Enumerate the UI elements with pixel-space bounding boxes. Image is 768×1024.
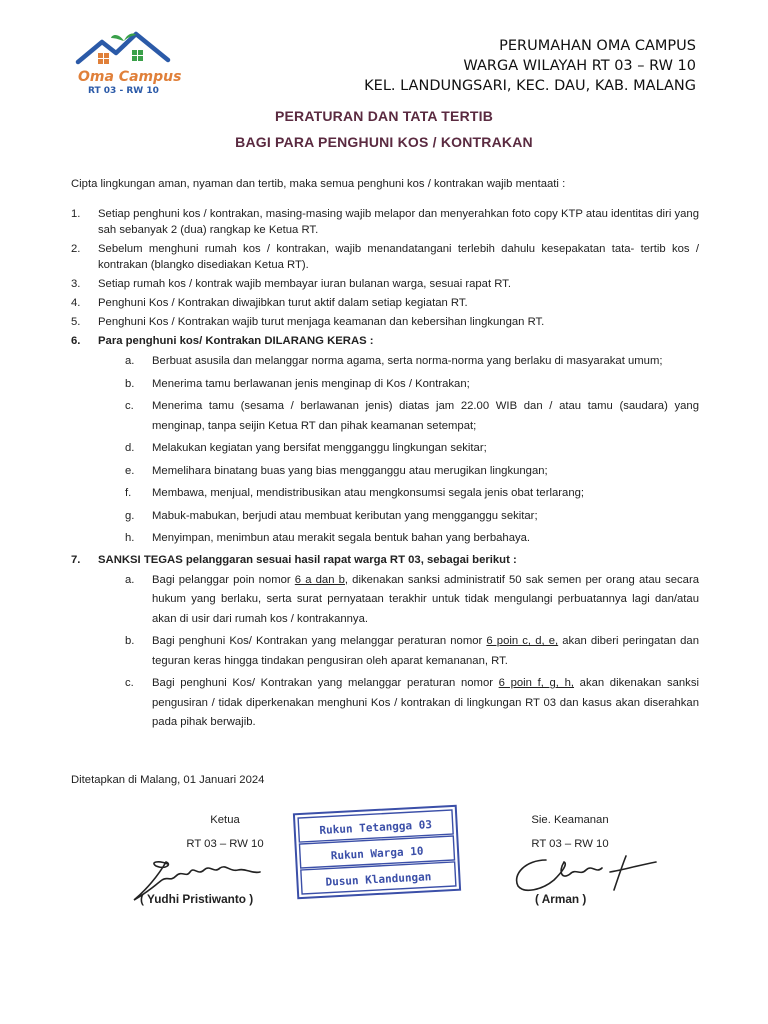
- prohibition-item: [71, 529, 699, 549]
- signer-name-security: ( Arman ): [535, 892, 587, 906]
- signature-block-security: [510, 808, 630, 856]
- doc-title: PERATURAN DAN TATA TERTIB: [274, 108, 494, 124]
- letterhead: [364, 36, 696, 96]
- sub-letter: e.: [125, 464, 135, 477]
- sub-text: Bagi penghuni Kos/ Kontrakan yang melanggar peraturan nomor: [152, 635, 487, 647]
- rule-item: [71, 314, 699, 330]
- prohibition-item: [71, 462, 699, 482]
- rule-text: Setiap rumah kos / kontrak wajib membayar iuran bulanan warga, sesuai rapat RT.: [98, 278, 511, 290]
- sub-letter: b.: [125, 377, 135, 390]
- header-line-1: PERUMAHAN OMA CAMPUS: [499, 38, 696, 54]
- sub-text: dikenakan sanksi administratif 50 sak semen per orang atau secara hukum yang berlaku, serta surat pernyataan terakhir untuk tidak mengulangi perbuatannya lagi dan/atau akan di usir dari rumah kos / kontrakannya.: [152, 573, 699, 625]
- rule-number: 5.: [71, 316, 81, 328]
- sanction-item: [71, 674, 699, 733]
- rule-item-prohibitions: [71, 333, 699, 349]
- header-line-2: WARGA WILAYAH RT 03 – RW 10: [463, 58, 696, 74]
- sub-text: akan dikenakan sanksi pengusiran / tidak diperkenakan menghuni Kos / kontrakan di lingkungan RT 03 dan kasus akan diserahkan pada pihak berwajib.: [152, 677, 699, 728]
- rule-reference: 6 poin c, d, e,: [486, 635, 559, 647]
- rule-number: 3.: [71, 278, 81, 290]
- sanction-item: [71, 632, 699, 671]
- rule-text: SANKSI TEGAS pelanggaran sesuai hasil rapat warga RT 03, sebagai berikut :: [98, 553, 517, 566]
- sub-letter: f.: [125, 487, 132, 499]
- sub-letter: g.: [125, 509, 135, 522]
- sub-letter: c.: [125, 400, 134, 412]
- prohibition-item: [71, 397, 699, 436]
- prohibition-item: [71, 375, 699, 395]
- signature-block-chair: [170, 808, 280, 856]
- sub-letter: d.: [125, 442, 135, 454]
- prohibition-item: [71, 352, 699, 372]
- sub-text: Bagi penghuni Kos/ Kontrakan yang melanggar peraturan nomor: [152, 677, 499, 689]
- rule-number: 6.: [71, 335, 81, 347]
- rule-item-sanctions: [71, 552, 699, 568]
- intro-text: Cipta lingkungan aman, nyaman dan tertib, maka semua penghuni kos / kontrakan wajib mentaati :: [71, 178, 566, 190]
- rule-number: 2.: [71, 243, 81, 255]
- official-stamp: [292, 804, 462, 900]
- header-line-3: KEL. LANDUNGSARI, KEC. DAU, KAB. MALANG: [364, 78, 696, 94]
- sub-text: Membawa, menjual, mendistribusikan atau mengkonsumsi segala jenis obat terlarang;: [152, 487, 585, 499]
- rule-text: Penghuni Kos / Kontrakan wajib turut menjaga keamanan dan kebersihan lingkungan RT.: [98, 316, 545, 328]
- rule-number: 4.: [71, 297, 81, 309]
- sub-text: Mabuk-mabukan, berjudi atau membuat keributan yang mengganggu sekitar;: [152, 509, 538, 522]
- logo-subtext: RT 03 - RW 10: [88, 86, 159, 96]
- sub-text: Melakukan kegiatan yang bersifat mengganggu lingkungan sekitar;: [152, 442, 487, 454]
- rule-reference: 6 poin f, g, h,: [498, 677, 575, 689]
- sub-text: akan diberi peringatan dan teguran keras hingga tindakan pengusiran oleh aparat kemananan, RT.: [152, 635, 699, 667]
- prohibition-item: [71, 507, 699, 527]
- rule-reference: 6 a dan b,: [294, 573, 349, 586]
- rule-text: Sebelum menghuni rumah kos / kontrakan, wajib menandatangani terlebih dahulu kesepakatan tata- tertib kos / kontrakan (blangko disediakan Ketua RT).: [98, 243, 699, 271]
- signer-unit: RT 03 – RW 10: [186, 838, 264, 850]
- sanction-item: [71, 571, 699, 630]
- sub-letter: a.: [125, 573, 135, 586]
- rule-number: 1.: [71, 208, 81, 220]
- rule-text: Para penghuni kos/ Kontrakan DILARANG KERAS :: [98, 335, 374, 347]
- rule-item: [71, 206, 699, 238]
- sub-text: Bagi pelanggar poin nomor: [152, 573, 295, 586]
- rule-text: Penghuni Kos / Kontrakan diwajibkan turut aktif dalam setiap kegiatan RT.: [98, 297, 468, 309]
- signer-role: Sie. Keamanan: [531, 814, 609, 826]
- rule-item: [71, 276, 699, 292]
- stamp-text: Rukun Tetangga 03: [319, 818, 433, 837]
- sub-text: Memelihara binatang buas yang bias mengganggu atau merugikan lingkungan;: [152, 464, 548, 477]
- sub-letter: b.: [125, 635, 135, 647]
- sub-text: Menerima tamu (sesama / berlawanan jenis) diatas jam 22.00 WIB dan / atau tamu (saudara) yang menginap, tanpa seijin Ketua RT dan pihak keamanan setempat;: [152, 400, 699, 432]
- logo-brand: Oma Campus: [78, 69, 182, 85]
- stamp-text: Rukun Warga 10: [330, 844, 424, 863]
- sub-text: Berbuat asusila dan melanggar norma agama, serta norma-norma yang berlaku di masyarakat umum;: [152, 355, 663, 367]
- rule-item: [71, 241, 699, 273]
- sub-letter: c.: [125, 677, 134, 689]
- oma-campus-logo: [64, 28, 184, 98]
- sub-text: Menerima tamu berlawanan jenis menginap di Kos / Kontrakan;: [152, 377, 470, 390]
- prohibition-item: [71, 484, 699, 504]
- stamp-text: Dusun Klandungan: [325, 870, 432, 889]
- rule-number: 7.: [71, 553, 81, 566]
- prohibition-item: [71, 439, 699, 459]
- signer-unit: RT 03 – RW 10: [531, 838, 609, 850]
- sub-letter: a.: [125, 355, 135, 367]
- signer-name-chair: ( Yudhi Pristiwanto ): [140, 892, 254, 906]
- sub-letter: h.: [125, 532, 135, 544]
- rules-list: [71, 206, 699, 736]
- issue-date: Ditetapkan di Malang, 01 Januari 2024: [71, 774, 265, 786]
- rule-item: [71, 295, 699, 311]
- sub-text: Menyimpan, menimbun atau merakit segala bentuk bahan yang berbahaya.: [152, 532, 531, 544]
- signer-role: Ketua: [210, 814, 240, 826]
- rule-text: Setiap penghuni kos / kontrakan, masing-masing wajib melapor dan menyerahkan foto copy KTP atau identitas diri yang sah sebanyak 2 (dua) rangkap ke Ketua RT.: [98, 208, 699, 236]
- doc-subtitle: BAGI PARA PENGHUNI KOS / KONTRAKAN: [235, 134, 533, 150]
